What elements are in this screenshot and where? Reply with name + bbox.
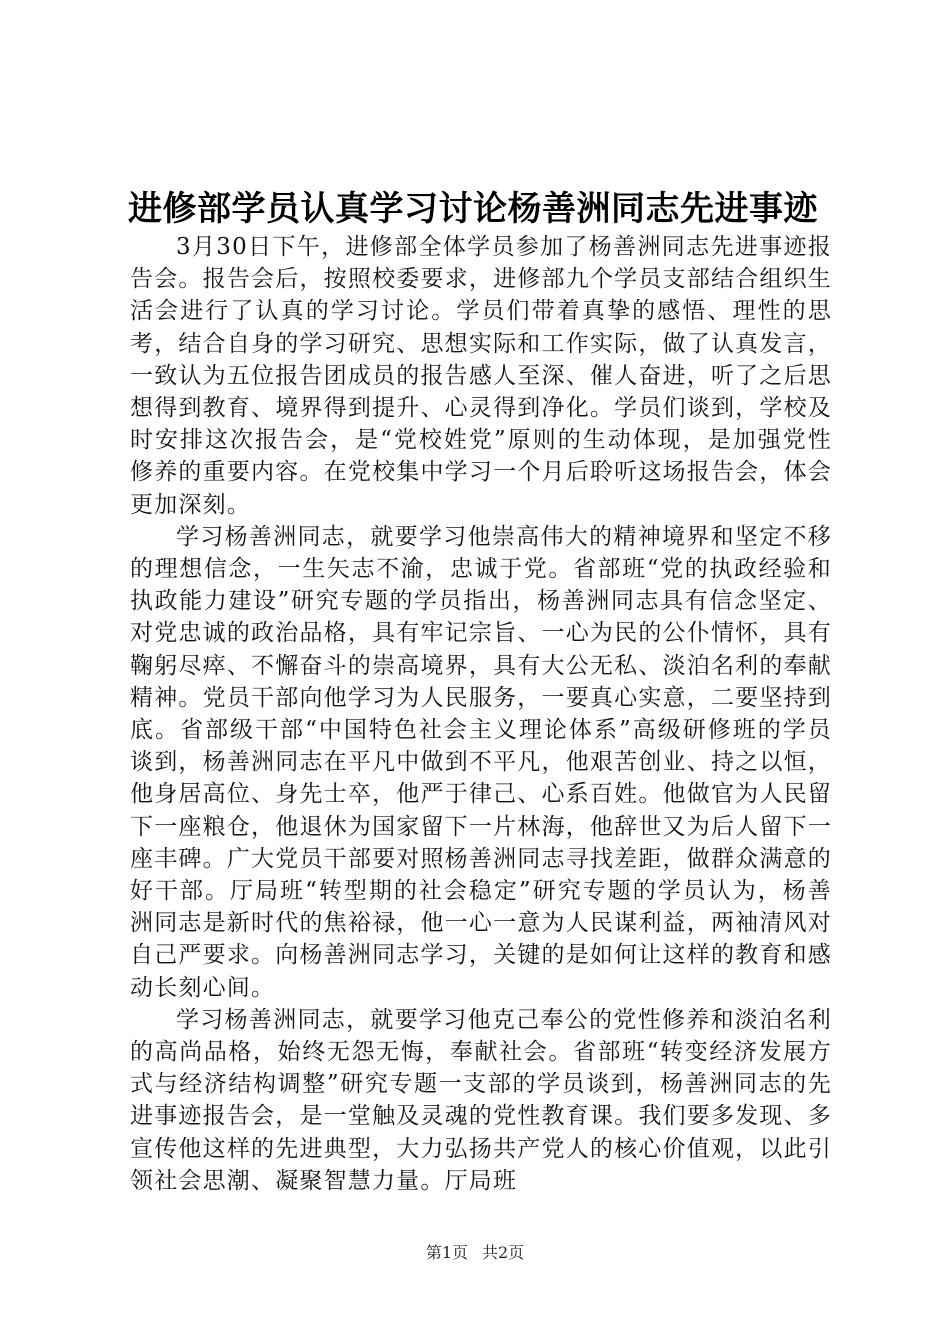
page-number: 第1页 bbox=[425, 1243, 468, 1262]
document-body bbox=[130, 231, 832, 1197]
page-footer bbox=[0, 1241, 950, 1265]
page-total: 共2页 bbox=[482, 1243, 525, 1262]
paragraph-3: 学习杨善洲同志，就要学习他克己奉公的党性修养和淡泊名利的高尚品格，始终无怨无悔，奉献社会。省部班“转变经济发展方式与经济结构调整”研究专题一支部的学员谈到，杨善洲同志的先进事迹报告会，是一堂触及灵魂的党性教育课。我们要多发现、多宣传他这样的先进典型，大力弘扬共产党人的核心价值观，以此引领社会思潮、凝聚智慧力量。厅局班 bbox=[130, 1006, 832, 1194]
document-title: 进修部学员认真学习讨论杨善洲同志先进事迹 bbox=[128, 189, 818, 229]
paragraph-1: 3月30日下午，进修部全体学员参加了杨善洲同志先进事迹报告会。报告会后，按照校委要求，进修部九个学员支部结合组织生活会进行了认真的学习讨论。学员们带着真挚的感悟、理性的思考，结合自身的学习研究、思想实际和工作实际，做了认真发言，一致认为五位报告团成员的报告感人至深、催人奋进，听了之后思想得到教育、境界得到提升、心灵得到净化。学员们谈到，学校及时安排这次报告会，是“党校姓党”原则的生动体现，是加强党性修养的重要内容。在党校集中学习一个月后聆听这场报告会，体会更加深刻。 bbox=[130, 234, 832, 518]
paragraph-2: 学习杨善洲同志，就要学习他崇高伟大的精神境界和坚定不移的理想信念，一生矢志不渝，忠诚于党。省部班“党的执政经验和执政能力建设”研究专题的学员指出，杨善洲同志具有信念坚定、对党忠诚的政治品格，具有牢记宗旨、一心为民的公仆情怀，具有鞠躬尽瘁、不懈奋斗的崇高境界，具有大公无私、淡泊名利的奉献精神。党员干部向他学习为人民服务，一要真心实意，二要坚持到底。省部级干部“中国特色社会主义理论体系”高级研修班的学员谈到，杨善洲同志在平凡中做到不平凡，他艰苦创业、持之以恒，他身居高位、身先士卒，他严于律己、心系百姓。他做官为人民留下一座粮仓，他退休为国家留下一片林海，他辞世又为后人留下一座丰碑。广大党员干部要对照杨善洲同志寻找差距，做群众满意的好干部。厅局班“转型期的社会稳定”研究专题的学员认为，杨善洲同志是新时代的焦裕禄，他一心一意为人民谋利益，两袖清风对自己严要求。向杨善洲同志学习，关键的是如何让这样的教育和感动长刻心间。 bbox=[130, 523, 832, 1001]
